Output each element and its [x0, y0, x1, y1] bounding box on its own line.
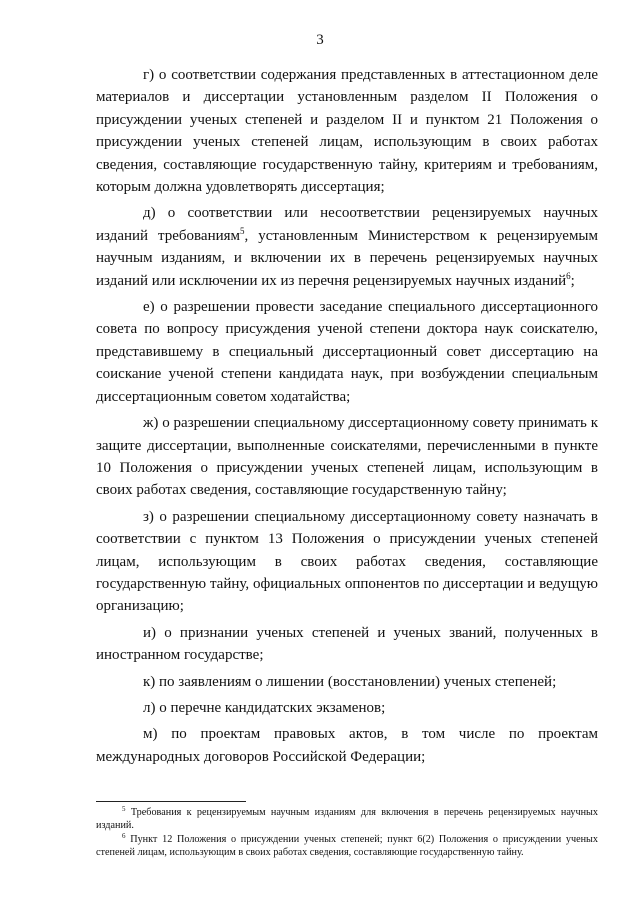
paragraph-d-text-middle: , установленным Министерством к рецензируемым научным изданиям, и включении их в перечень рецензируемых научных изданий или исключении их из перечня рецензируемых научных изданий	[96, 227, 599, 289]
document-body	[96, 64, 598, 772]
footnote-separator	[96, 801, 246, 802]
footnote-6	[96, 834, 598, 859]
footnotes	[96, 807, 598, 861]
paragraph-i: и) о признании ученых степеней и ученых званий, полученных в иностранном государстве;	[96, 624, 598, 664]
paragraph-z: з) о разрешении специальному диссертационному совету назначать в соответствии с пунктом 13 Положения о присуждении ученых степеней лицам, использующим в своих работах сведения, составляющие государственную тайну, официальных оппонентов по диссертации и ведущую организацию;	[96, 508, 598, 615]
paragraph-e: е) о разрешении провести заседание специального диссертационного совета по вопросу присуждения ученой степени доктора наук соискателю, представившему в специальный диссертационный совет диссертацию на соискание ученой степени кандидата наук, при возбуждении специальным диссертационным советом ходатайства;	[96, 299, 598, 405]
footnote-ref-6: 6	[566, 270, 571, 281]
paragraph-m: м) по проектам правовых актов, в том числе по проектам международных договоров Российской Федерации;	[96, 726, 598, 765]
paragraph-g: г) о соответствии содержания представленных в аттестационном деле материалов и диссертации установленным разделом II Положения о присуждении ученых степеней и разделом II и пунктом 21 Положения о присуждении ученых степеней лицам, использующим в своих работах сведения, составляющие государственную тайну, критериям и требованиям, которым должна удовлетворять диссертация;	[96, 67, 598, 196]
footnote-5	[96, 807, 598, 832]
paragraph-l: л) о перечне кандидатских экзаменов;	[143, 699, 386, 716]
paragraph-d-text-start: д) о соответствии или несоответствии рецензируемых научных изданий требованиям	[96, 205, 598, 244]
paragraph-d-text-end: ;	[570, 272, 575, 289]
footnote-mark: 5	[122, 805, 126, 813]
footnote-mark: 6	[122, 832, 126, 840]
paragraph-k: к) по заявлениям о лишении (восстановлении) ученых степеней;	[143, 673, 557, 690]
paragraph-d	[96, 202, 598, 292]
footnote-text: Пункт 12 Положения о присуждении ученых степеней; пункт 6(2) Положения о присуждении ученых степеней лицам, использующим в своих работах сведения, составляющие государственную тайну.	[96, 834, 598, 858]
footnote-ref-5: 5	[240, 225, 245, 236]
page-number: 3	[316, 32, 324, 48]
footnote-text: Требования к рецензируемым научным изданиям для включения в перечень рецензируемых научных изданий.	[96, 807, 598, 831]
paragraph-zh: ж) о разрешении специальному диссертационному совету принимать к защите диссертации, выполненные соискателями, перечисленными в пункте 10 Положения о присуждении ученых степеней лицам, использующим в своих работах сведения, составляющие государственную тайну;	[96, 415, 598, 499]
